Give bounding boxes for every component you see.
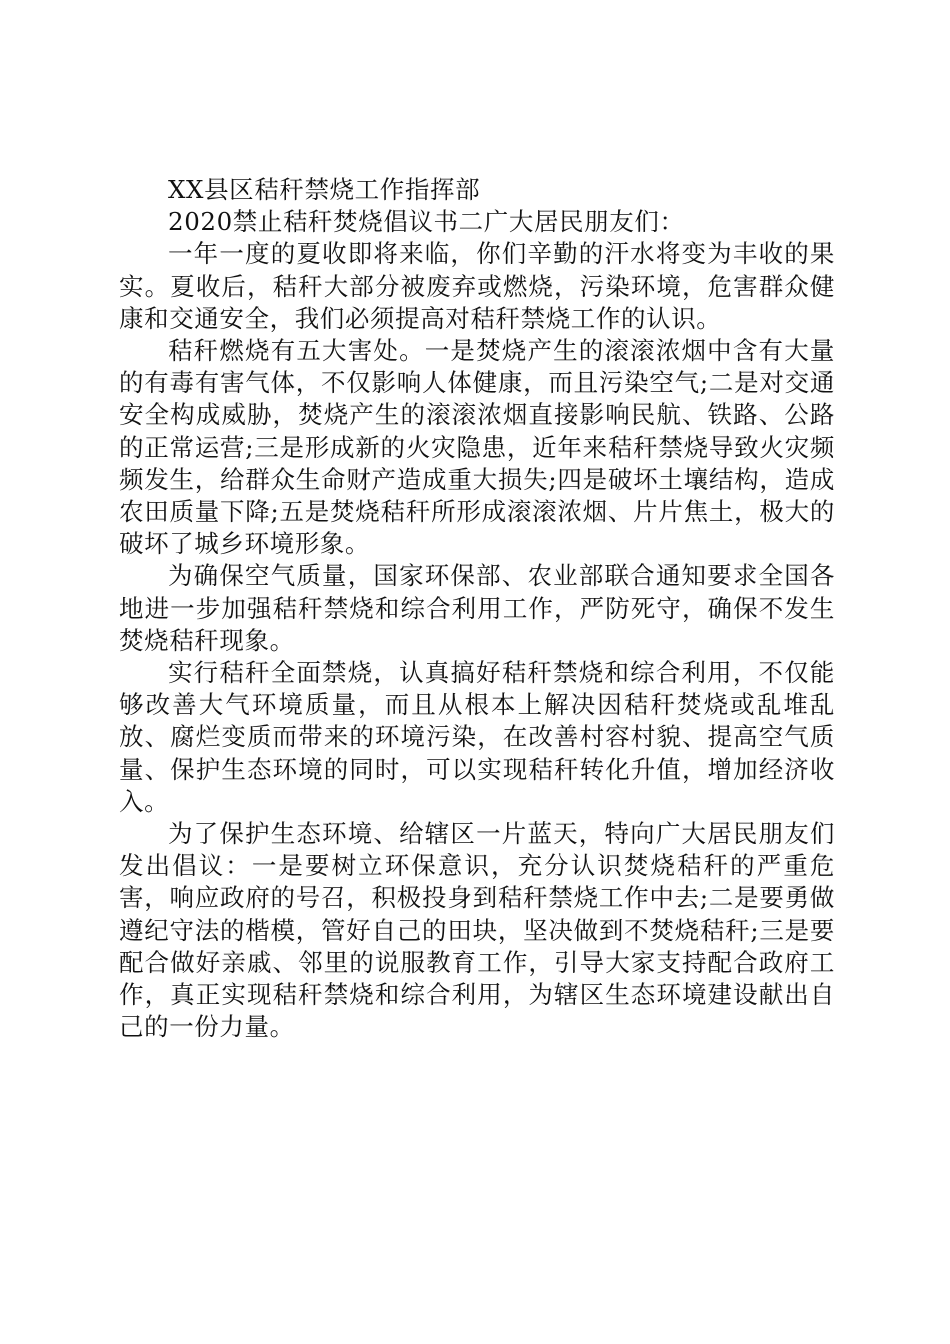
paragraph-notice: 为确保空气质量，国家环保部、农业部联合通知要求全国各地进一步加强秸秆禁烧和综合利用工作，严防死守，确保不发生焚烧秸秆现象。 [119, 561, 835, 655]
paragraph-issuer: XX县区秸秆禁烧工作指挥部 [168, 175, 481, 204]
paragraph-benefits: 实行秸秆全面禁烧，认真搞好秸秆禁烧和综合利用，不仅能够改善大气环境质量，而且从根本上解决因秸秆焚烧或乱堆乱放、腐烂变质而带来的环境污染，在改善村容村貌、提高空气质量、保护生态环境的同时，可以实现秸秆转化升值，增加经济收入。 [119, 658, 835, 816]
paragraph-proposal: 为了保护生态环境、给辖区一片蓝天，特向广大居民朋友们发出倡议：一是要树立环保意识，充分认识焚烧秸秆的严重危害，响应政府的号召，积极投身到秸秆禁烧工作中去;二是要勇做遵纪守法的楷模，管好自己的田块，坚决做到不焚烧秸秆;三是要配合做好亲戚、邻里的说服教育工作，引导大家支持配合政府工作，真正实现秸秆禁烧和综合利用，为辖区生态环境建设献出自己的一份力量。 [119, 819, 835, 1042]
paragraph-title-salutation: 2020禁止秸秆焚烧倡议书二广大居民朋友们： [168, 207, 685, 237]
paragraph-intro: 一年一度的夏收即将来临，你们辛勤的汗水将变为丰收的果实。夏收后，秸秆大部分被废弃或燃烧，污染环境，危害群众健康和交通安全，我们必须提高对秸秆禁烧工作的认识。 [119, 239, 835, 333]
paragraph-harms: 秸秆燃烧有五大害处。一是焚烧产生的滚滚浓烟中含有大量的有毒有害气体，不仅影响人体健康，而且污染空气;二是对交通安全构成威胁，焚烧产生的滚滚浓烟直接影响民航、铁路、公路的正常运营;三是形成新的火灾隐患，近年来秸秆禁烧导致火灾频频发生，给群众生命财产造成重大损失;四是破坏土壤结构，造成农田质量下降;五是焚烧秸秆所形成滚滚浓烟、片片焦土，极大的破坏了城乡环境形象。 [119, 336, 835, 559]
document-body [119, 174, 835, 1043]
